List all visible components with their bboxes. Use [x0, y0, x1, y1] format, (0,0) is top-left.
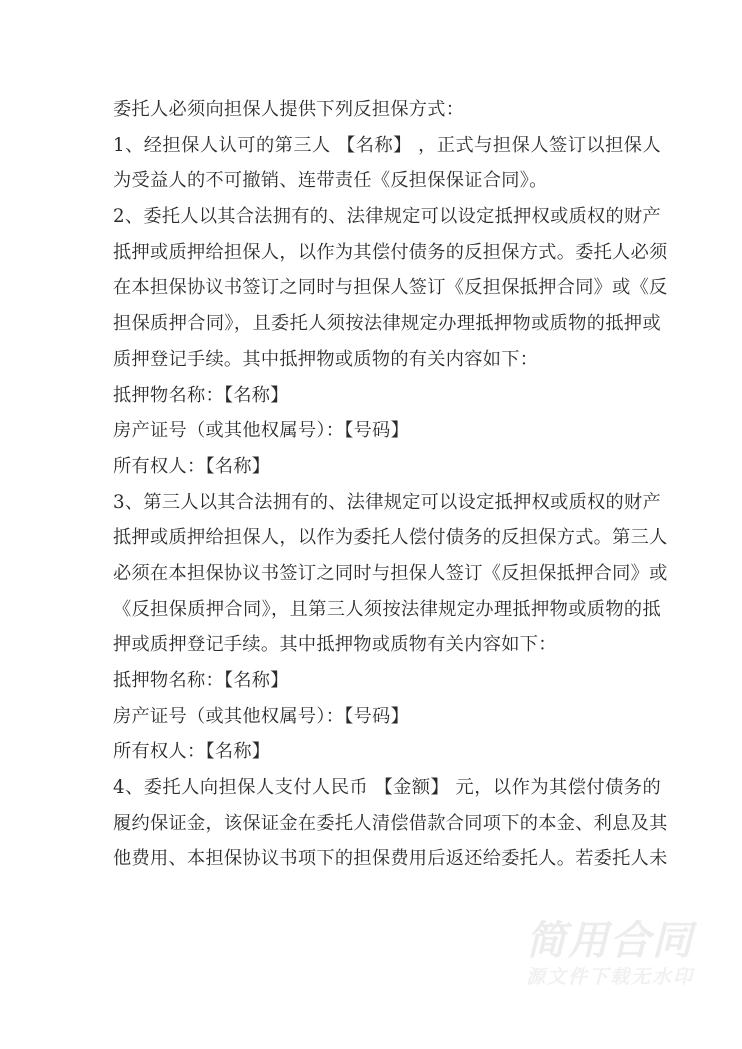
clause-3-owner: 所有权人：【名称】: [113, 741, 271, 763]
watermark: [510, 918, 710, 990]
clause-3-line-2: 抵押或质押给担保人，以作为委托人偿付债务的反担保方式。第三人: [113, 527, 668, 549]
watermark-main-text: 简用合同: [526, 918, 694, 964]
clause-3-line-3: 必须在本担保协议书签订之同时与担保人签订《反担保抵押合同》或: [113, 562, 668, 584]
clause-4-line-2: 履约保证金，该保证金在委托人清偿借款合同项下的本金、利息及其: [113, 812, 668, 834]
clause-3-collateral-name: 抵押物名称：【名称】: [113, 670, 289, 691]
clause-4-line-1: 4、委托人向担保人支付人民币 【金额】 元，以作为其偿付债务的: [113, 777, 661, 799]
clause-3-line-5: 押或质押登记手续。其中抵押物或质物有关内容如下：: [113, 634, 557, 656]
clause-1-line-2: 为受益人的不可撤销、连带责任《反担保保证合同》。: [113, 170, 548, 192]
intro-line: 委托人必须向担保人提供下列反担保方式：: [113, 99, 465, 120]
document-page: [113, 92, 668, 877]
clause-4-line-3: 他费用、本担保协议书项下的担保费用后返还给委托人。若委托人未: [113, 848, 668, 870]
clause-3-line-4: 《反担保质押合同》，且第三人须按法律规定办理抵押物或质物的抵: [113, 598, 661, 620]
clause-1-line-1: 1、经担保人认可的第三人 【名称】 ，正式与担保人签订以担保人: [113, 134, 661, 156]
clause-2-line-3: 在本担保协议书签订之同时与担保人签订《反担保抵押合同》或《反: [113, 277, 668, 299]
watermark-sub-text: 源文件下载无水印: [525, 966, 694, 988]
clause-2-line-2: 抵押或质押给担保人，以作为其偿付债务的反担保方式。委托人必须: [113, 241, 668, 263]
clause-3-line-1: 3、第三人以其合法拥有的、法律规定可以设定抵押权或质权的财产: [113, 491, 662, 513]
clause-2-owner: 所有权人：【名称】: [113, 455, 271, 477]
clause-2-line-1: 2、委托人以其合法拥有的、法律规定可以设定抵押权或质权的财产: [113, 206, 662, 228]
clause-2-certificate-number: 房产证号（或其他权属号）：【号码】: [113, 420, 410, 442]
clause-3-certificate-number: 房产证号（或其他权属号）：【号码】: [113, 705, 410, 727]
clause-2-line-5: 质押登记手续。其中抵押物或质物的有关内容如下：: [113, 348, 539, 370]
clause-2-collateral-name: 抵押物名称：【名称】: [113, 384, 289, 406]
clause-2-line-4: 担保质押合同》，且委托人须按法律规定办理抵押物或质物的抵押或: [113, 313, 661, 335]
